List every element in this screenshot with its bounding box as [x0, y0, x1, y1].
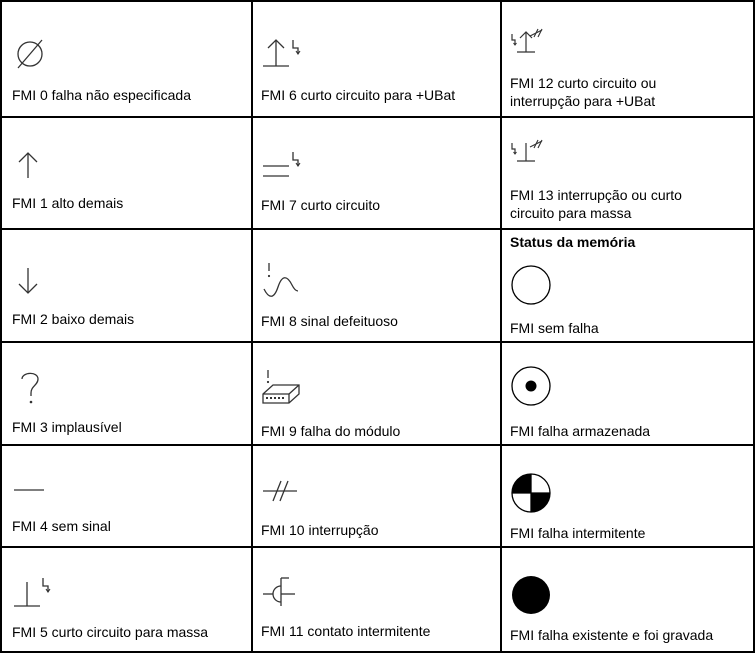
memory-status-title: Status da memória: [510, 234, 636, 250]
fmi-cell-0: [0, 0, 252, 117]
empty-set-icon: [14, 37, 48, 71]
fmi-label: FMI 10 interrupção: [261, 522, 379, 538]
fmi-label: FMI 12 curto circuito ou: [510, 75, 657, 91]
ground-short-icon: [12, 572, 54, 610]
fmi-cell-6: [252, 0, 501, 117]
fmi-label: FMI 2 baixo demais: [12, 311, 135, 327]
fmi-label: FMI 8 sinal defeituoso: [261, 313, 398, 329]
memory-status-label: FMI sem falha: [510, 320, 599, 336]
short-or-open-to-battery-icon: [509, 26, 549, 56]
fmi-cell-9: [252, 342, 501, 445]
table-border-left: [0, 0, 2, 653]
fmi-cell-4: [0, 445, 252, 547]
interruption-icon: [261, 477, 301, 505]
fmi-label: FMI 11 contato intermitente: [261, 623, 431, 639]
fmi-label: FMI 6 curto circuito para +UBat: [261, 87, 456, 103]
fmi-cell-3: [0, 342, 252, 445]
memory-status-label: FMI falha intermitente: [510, 525, 646, 541]
dot-circle-icon: [509, 364, 553, 408]
dash-icon: [12, 485, 46, 495]
table-row-divider: [0, 228, 755, 230]
fmi-cell-5: [0, 547, 252, 653]
table-column-divider: [500, 0, 502, 653]
memory-status-label: FMI falha armazenada: [510, 423, 651, 439]
table-row-divider: [0, 341, 755, 343]
intermittent-contact-icon: [261, 572, 301, 608]
memory-status-cell-1: [501, 342, 755, 445]
fmi-cell-7: [252, 117, 501, 229]
fmi-cell-10: [252, 445, 501, 547]
module-icon: [261, 368, 303, 408]
quartered-circle-icon: [509, 471, 553, 515]
fmi-label: FMI 0 falha não especificada: [12, 87, 191, 103]
arrow-down-icon: [17, 266, 41, 296]
fmi-label: FMI 7 curto circuito: [261, 197, 381, 213]
short-circuit-icon: [261, 150, 305, 184]
fmi-label: FMI 1 alto demais: [12, 195, 124, 211]
table-border-top: [0, 0, 755, 2]
fmi-label: FMI 9 falha do módulo: [261, 423, 401, 439]
table-row-divider: [0, 116, 755, 118]
arrow-up-icon: [17, 150, 41, 180]
fmi-label-line2: circuito para massa: [510, 205, 632, 221]
fmi-label: FMI 13 interrupção ou curto: [510, 187, 682, 203]
table-column-divider: [251, 0, 253, 653]
table-row-divider: [0, 444, 755, 446]
short-to-battery-icon: [261, 36, 305, 70]
fmi-cell-12: [501, 0, 755, 117]
fmi-cell-13: [501, 117, 755, 229]
fmi-label: FMI 3 implausível: [12, 419, 122, 435]
memory-status-label: FMI falha existente e foi gravada: [510, 627, 714, 643]
fmi-cell-11: [252, 547, 501, 653]
question-mark-icon: [19, 369, 43, 407]
fmi-cell-8: [252, 229, 501, 342]
fmi-label: FMI 5 curto circuito para massa: [12, 624, 209, 640]
memory-status-cell-3: [501, 547, 755, 653]
fmi-label-line2: interrupção para +UBat: [510, 93, 656, 109]
defective-signal-icon: [262, 261, 302, 301]
fmi-cell-1: [0, 117, 252, 229]
filled-circle-icon: [509, 573, 553, 617]
fmi-cell-2: [0, 229, 252, 342]
fmi-label: FMI 4 sem sinal: [12, 518, 111, 534]
table-row-divider: [0, 546, 755, 548]
empty-circle-icon: [509, 263, 553, 307]
memory-status-cell-2: [501, 445, 755, 547]
open-or-short-to-ground-icon: [509, 137, 549, 165]
memory-status-cell-0: [501, 229, 755, 342]
